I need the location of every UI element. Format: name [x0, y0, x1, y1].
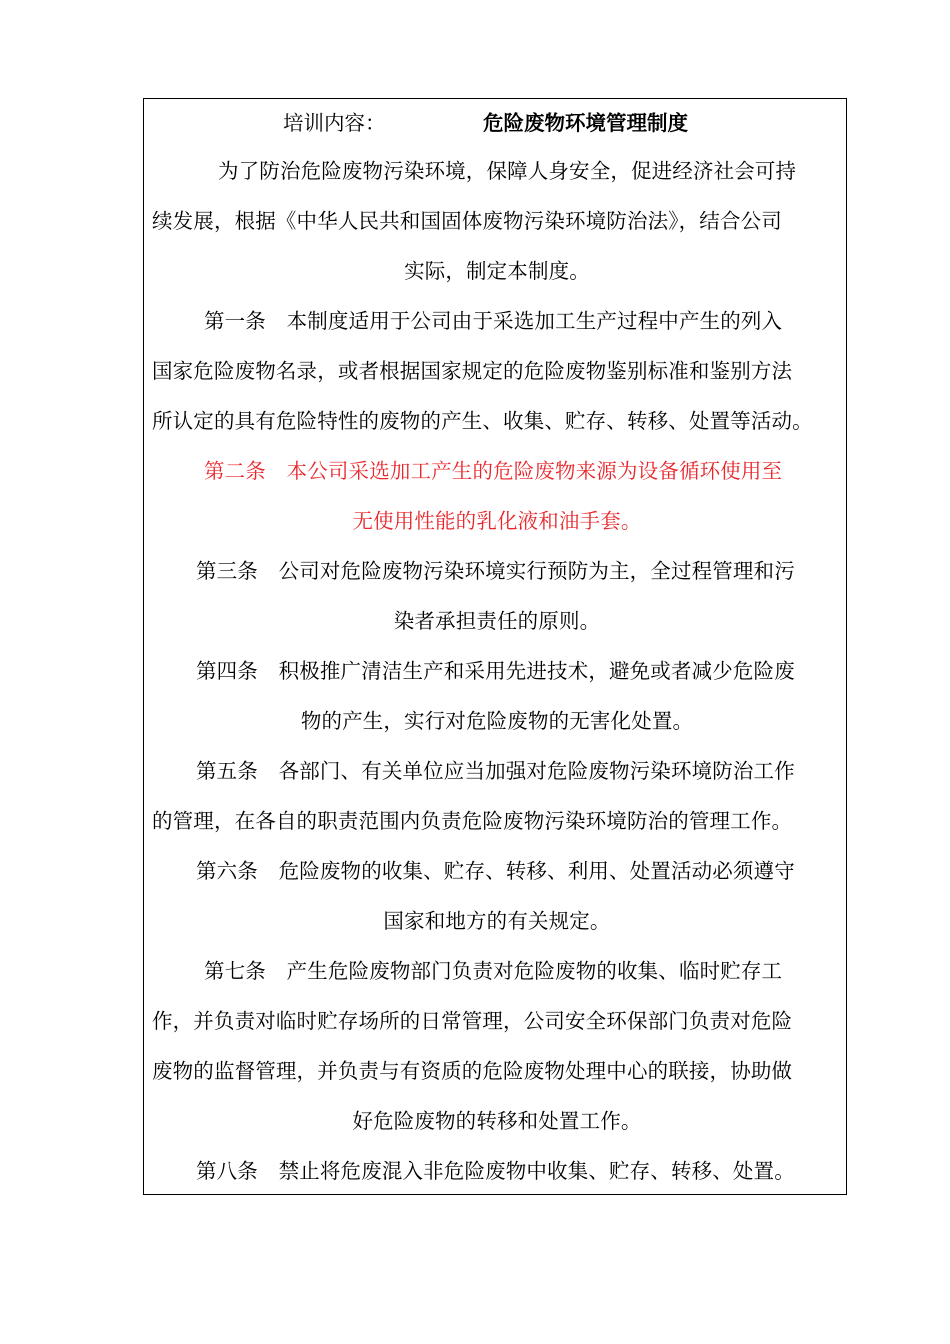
document-title: 危险废物环境管理制度: [483, 111, 688, 135]
intro-line-1: 为了防治危险废物污染环境，保障人身安全，促进经济社会可持: [218, 159, 797, 183]
article-1-line-1: 第一条 本制度适用于公司由于采选加工生产过程中产生的列入: [204, 309, 783, 333]
article-7-line-3: 废物的监督管理，并负责与有资质的危险废物处理中心的联接，协助做: [152, 1059, 793, 1083]
intro-line-2: 续发展，根据《中华人民共和国固体废物污染环境防治法》，结合公司: [152, 209, 782, 233]
intro-line-3: 实际，制定本制度。: [404, 259, 590, 283]
article-3-line-2: 染者承担责任的原则。: [393, 609, 601, 633]
article-1-line-2: 国家危险废物名录，或者根据国家规定的危险废物鉴别标准和鉴别方法: [152, 359, 793, 383]
article-6-line-1: 第六条 危险废物的收集、贮存、转移、利用、处置活动必须遵守: [196, 859, 795, 883]
article-3-line-1: 第三条 公司对危险废物污染环境实行预防为主，全过程管理和污: [196, 559, 795, 583]
article-7-line-4: 好危险废物的转移和处置工作。: [352, 1109, 642, 1133]
training-content-label: 培训内容：: [283, 111, 386, 135]
article-2-line-2: 无使用性能的乳化液和油手套。: [352, 509, 642, 533]
article-4-line-2: 物的产生，实行对危险废物的无害化处置。: [300, 709, 694, 733]
article-8-line-1: 第八条 禁止将危废混入非危险废物中收集、贮存、转移、处置。: [196, 1159, 795, 1183]
article-5-line-1: 第五条 各部门、有关单位应当加强对危险废物污染环境防治工作: [196, 759, 795, 783]
article-4-line-1: 第四条 积极推广清洁生产和采用先进技术，避免或者减少危险废: [196, 659, 795, 683]
article-7-line-1: 第七条 产生危险废物部门负责对危险废物的收集、临时贮存工: [204, 959, 783, 983]
article-1-line-3: 所认定的具有危险特性的废物的产生、收集、贮存、转移、处置等活动。: [152, 409, 813, 433]
article-2-line-1: 第二条 本公司采选加工产生的危险废物来源为设备循环使用至: [204, 459, 783, 483]
article-7-line-2: 作，并负责对临时贮存场所的日常管理，公司安全环保部门负责对危险: [152, 1009, 793, 1033]
article-6-line-2: 国家和地方的有关规定。: [383, 909, 611, 933]
article-5-line-2: 的管理，在各自的职责范围内负责危险废物污染环境防治的管理工作。: [152, 809, 793, 833]
